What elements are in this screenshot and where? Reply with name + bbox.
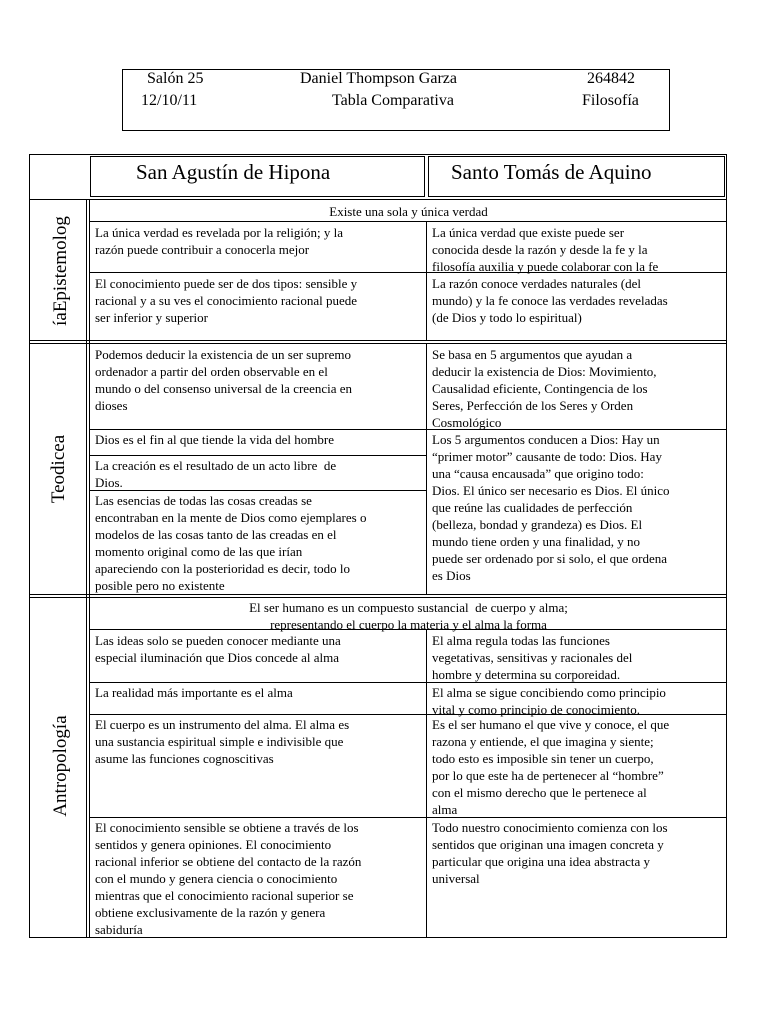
epist-agustin-2: El conocimiento puede ser de dos tipos: sensible y racional y a su ves el conocimiento racional puede ser inferior y superior	[95, 276, 358, 325]
antro-agustin-3: El cuerpo es un instrumento del alma. El alma es una sustancia espiritual simple e indivisible que asume las funciones cognoscitivas	[95, 717, 350, 766]
teod-tomas-2: Los 5 argumentos conducen a Dios: Hay un “primer motor” causante de todo: Dios. Hay una “causa encausada” que origino todo: Dios. El único ser necesario es Dios. El único que reúne las cualidades de perfección (belleza, bondad y grandeza) es Dios. El mundo tiene orden y una finalidad, y no puede ser ordenado por si solo, el que ordena es Dios	[432, 432, 670, 583]
header-salon: Salón 25	[147, 70, 204, 87]
section-label-antropologia: Antropología	[50, 715, 71, 817]
section-label-epistemologia: íaEpistemolog	[50, 216, 71, 326]
antro-agustin-2: La realidad más importante es el alma	[95, 685, 293, 700]
antro-agustin-1: Las ideas solo se pueden conocer mediante una especial iluminación que Dios concede al alma	[95, 633, 341, 665]
epist-agustin-1: La única verdad es revelada por la religión; y la razón puede contribuir a conocerla mejor	[95, 225, 343, 257]
epist-tomas-2: La razón conoce verdades naturales (del mundo) y la fe conoce las verdades reveladas (de Dios y todo lo espiritual)	[432, 276, 668, 325]
teod-agustin-4: Las esencias de todas las cosas creadas se encontraban en la mente de Dios como ejemplares o modelos de las cosas tanto de las creadas en el momento original como de las que irían apareciendo con la posterioridad es decir, todo lo posible pero no existente	[95, 493, 367, 593]
antro-tomas-3: Es el ser humano el que vive y conoce, el que razona y entiende, el que imagina y siente; todo esto es imposible sin tener un cuerpo, por lo que este ha de pertenecer al “hombre” con el mismo derecho que le pertenece al alma	[432, 717, 670, 817]
header-doc-title: Tabla Comparativa	[332, 92, 454, 109]
antro-shared-cell: El ser humano es un compuesto sustancial de cuerpo y alma; representando el cuerpo la materia y el alma la forma	[249, 600, 568, 632]
antro-tomas-4: Todo nuestro conocimiento comienza con los sentidos que originan una imagen concreta y particular que origina una idea abstracta y universal	[432, 820, 668, 886]
epist-tomas-1: La única verdad que existe puede ser conocida desde la razón y desde la fe y la filosofía auxilia y puede colaborar con la fe	[432, 225, 659, 274]
section-label-teodicea: Teodicea	[48, 434, 69, 504]
teod-agustin-3: La creación es el resultado de un acto libre de Dios.	[95, 458, 337, 490]
antro-agustin-4: El conocimiento sensible se obtiene a través de los sentidos y genera opiniones. El conocimiento racional inferior se obtiene del contacto de la razón con el mundo y genera ciencia o conocimiento mientras que el conocimiento racional superior se obtiene exclusivamente de la razón y genera sabiduría	[95, 820, 362, 937]
header-subject: Filosofía	[582, 92, 639, 109]
header-date: 12/10/11	[141, 92, 198, 109]
header-id: 264842	[587, 70, 635, 87]
teod-tomas-1: Se basa en 5 argumentos que ayudan a deducir la existencia de Dios: Movimiento, Causalidad eficiente, Contingencia de los Seres, Perfección de los Seres y Orden Cosmológico	[432, 347, 657, 430]
header-name: Daniel Thompson Garza	[300, 70, 457, 87]
antro-tomas-1: El alma regula todas las funciones vegetativas, sensitivas y racionales del hombre y determina su corporeidad.	[432, 633, 633, 682]
epist-shared-cell: Existe una sola y única verdad	[329, 204, 488, 219]
column-header-agustin: San Agustín de Hipona	[136, 160, 331, 184]
teod-agustin-1: Podemos deducir la existencia de un ser supremo ordenador a partir del orden observable en el mundo o del consenso universal de la creencia en dioses	[95, 347, 353, 413]
column-header-tomas: Santo Tomás de Aquino	[451, 160, 652, 184]
teod-agustin-2: Dios es el fin al que tiende la vida del hombre	[95, 432, 334, 447]
antro-tomas-2: El alma se sigue concibiendo como principio vital y como principio de conocimiento.	[432, 685, 666, 717]
